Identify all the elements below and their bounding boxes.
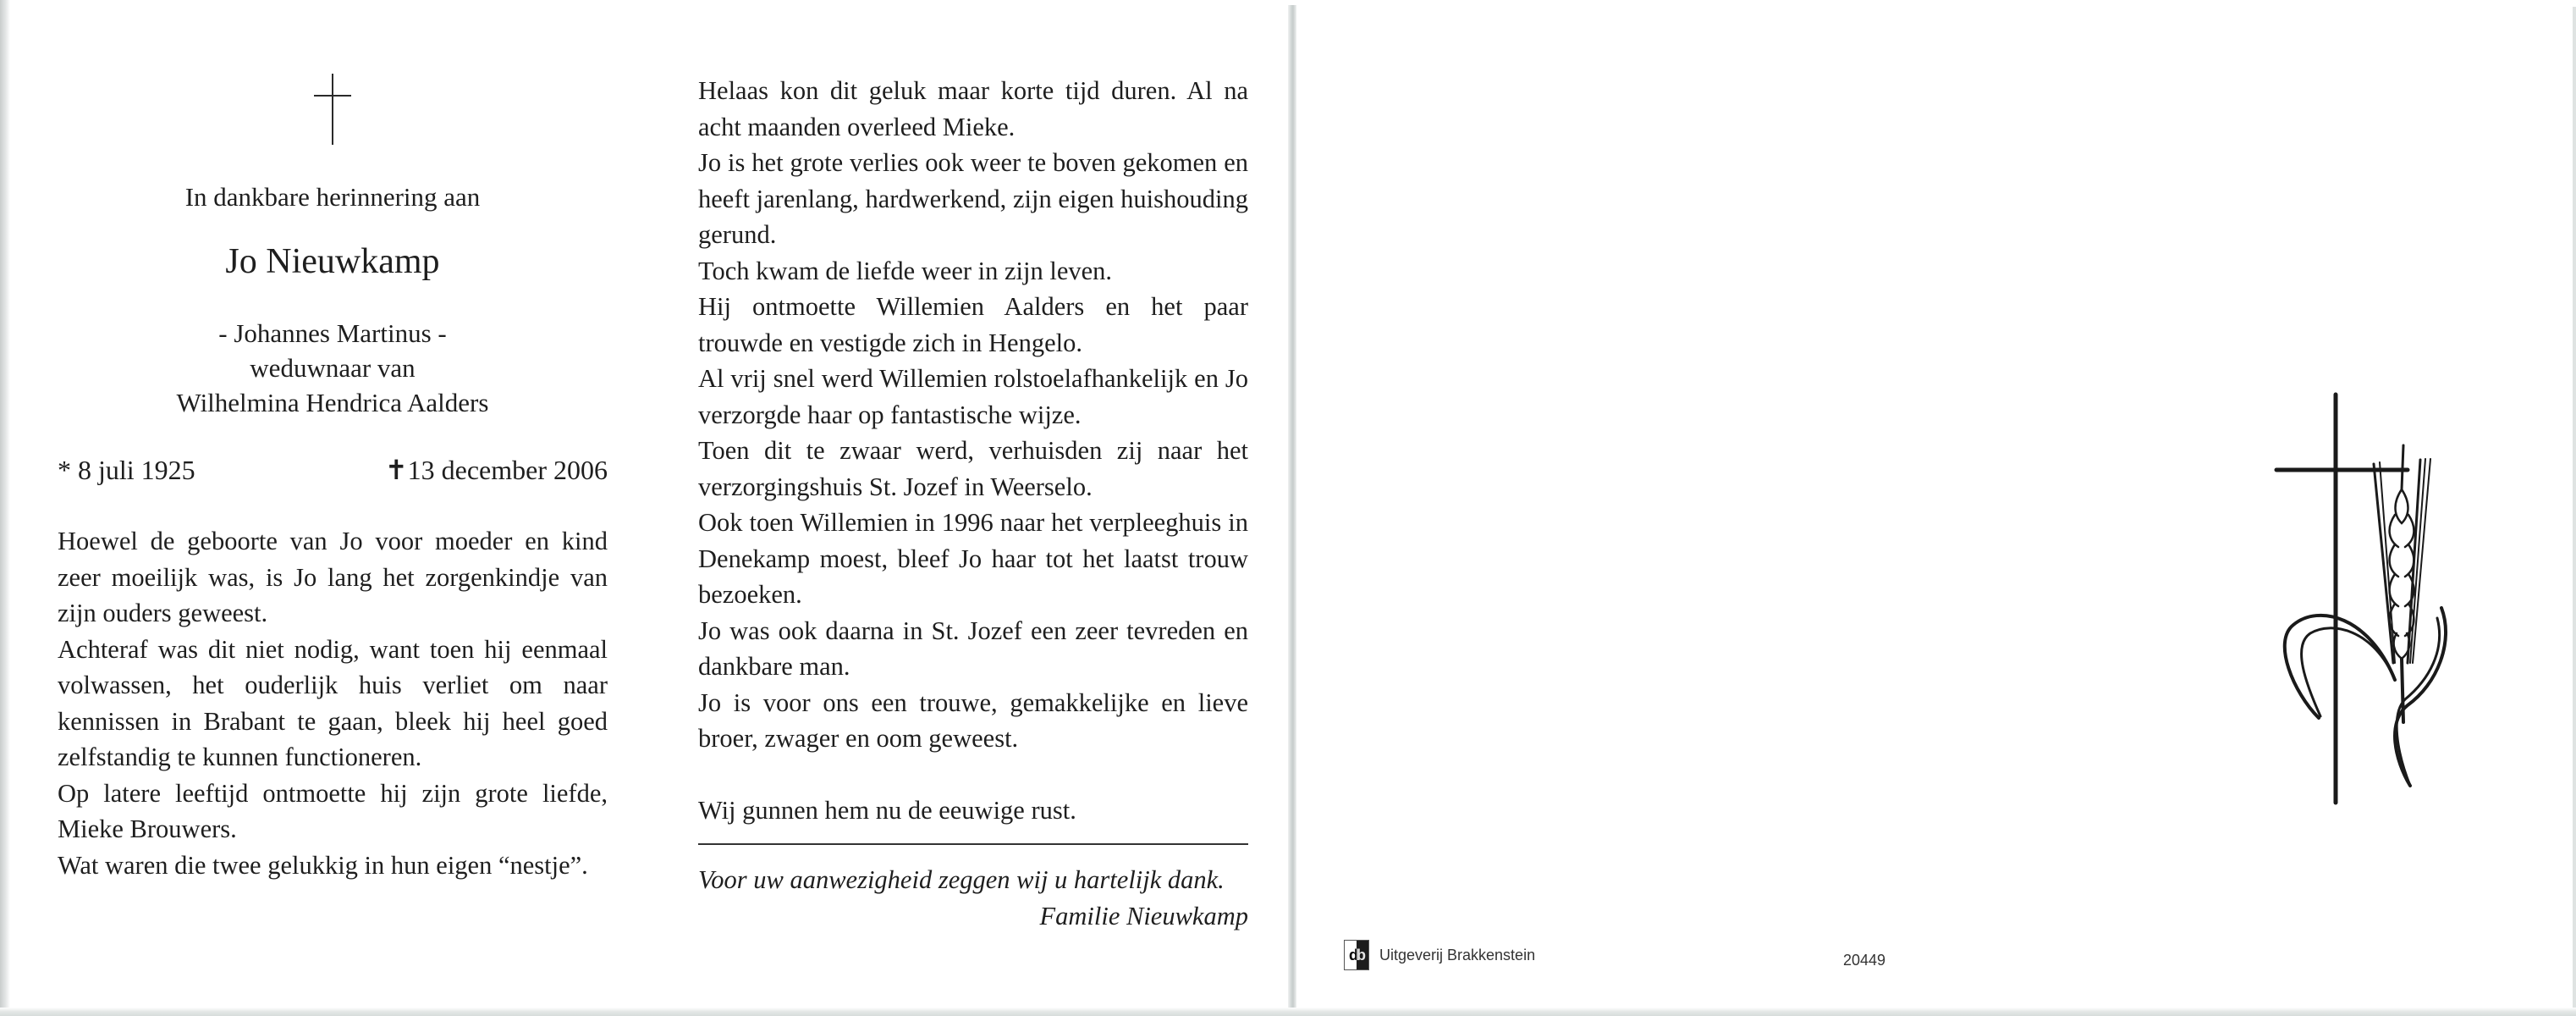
- given-names: - Johannes Martinus -: [218, 318, 447, 348]
- card-fold-divider: [1288, 5, 1296, 1016]
- deceased-name: Jo Nieuwkamp: [225, 242, 440, 281]
- death-date: ✝13 december 2006: [384, 455, 608, 485]
- paragraph: Jo is het grote verlies ook weer te boven gekomen en heeft jarenlang, hardwerkend, zijn eigen huishouding gerund.: [698, 148, 1248, 249]
- paragraph: Achteraf was dit niet nodig, want toen hij eenmaal volwassen, het ouderlijk huis verliet om naar kennissen in Brabant te gaan, bleek hij heel goed zelfstandig te kunnen functioneren.: [58, 634, 608, 771]
- horizontal-rule: [698, 843, 1248, 845]
- birth-date: * 8 juli 1925: [58, 455, 195, 485]
- card-edge-bottom: [0, 1008, 2576, 1016]
- thanks-note: Voor uw aanwezigheid zeggen wij u hartelijk dank.: [698, 865, 1225, 894]
- latin-cross-icon: [314, 74, 351, 145]
- card-edge-shadow: [0, 0, 10, 1016]
- memorial-card-front-left: [58, 0, 608, 883]
- paragraph: Jo is voor ons een trouwe, gemakkelijke en lieve broer, zwager en oom geweest.: [698, 687, 1248, 753]
- paragraph: Ook toen Willemien in 1996 naar het verpleeghuis in Denekamp moest, bleef Jo haar tot het laatst trouw bezoeken.: [698, 508, 1248, 609]
- paragraph: Hij ontmoette Willemien Aalders en het paar trouwde en vestigde zich in Hengelo.: [698, 292, 1248, 357]
- card-edge-right: [2573, 7, 2576, 1014]
- eternal-rest-line: Wij gunnen hem nu de eeuwige rust.: [698, 795, 1076, 825]
- biography-part-2: [698, 73, 1248, 757]
- cross-with-wheat-icon: [2268, 388, 2463, 807]
- paragraph: Toch kwam de liefde weer in zijn leven.: [698, 256, 1113, 285]
- paragraph: Jo was ook daarna in St. Jozef een zeer tevreden en dankbare man.: [698, 616, 1248, 681]
- life-dates: [58, 452, 608, 488]
- spouse-name: Wilhelmina Hendrica Aalders: [176, 388, 489, 417]
- logo-text: db: [1349, 946, 1364, 964]
- catalog-number: 20449: [1843, 952, 1886, 969]
- memorial-card-inner-right: [698, 0, 1248, 934]
- dedication-heading: In dankbare herinnering aan: [184, 182, 481, 212]
- paragraph: Hoewel de geboorte van Jo voor moeder en kind zeer moeilijk was, is Jo lang het zorgenkindje van zijn ouders geweest.: [58, 527, 608, 627]
- paragraph: Op latere leeftijd ontmoette hij zijn grote liefde, Mieke Brouwers.: [58, 778, 608, 843]
- publisher-name: Uitgeverij Brakkenstein: [1379, 946, 1536, 964]
- widower-label: weduwnaar van: [250, 353, 416, 383]
- paragraph: Al vrij snel werd Willemien rolstoelafhankelijk en Jo verzorgde haar op fantastische wijze.: [698, 364, 1248, 429]
- memorial-card-back: [1296, 0, 2573, 1008]
- family-signature: Familie Nieuwkamp: [1039, 901, 1248, 930]
- paragraph: Toen dit te zwaar werd, verhuisden zij naar het verzorgingshuis St. Jozef in Weerselo.: [698, 436, 1248, 501]
- publisher-logo-icon: [1344, 940, 1369, 970]
- publisher-credit: [1344, 940, 1535, 970]
- paragraph: Helaas kon dit geluk maar korte tijd duren. Al na acht maanden overleed Mieke.: [698, 76, 1248, 141]
- biography-part-1: [58, 523, 608, 883]
- paragraph: Wat waren die twee gelukkig in hun eigen “nestje”.: [58, 850, 588, 880]
